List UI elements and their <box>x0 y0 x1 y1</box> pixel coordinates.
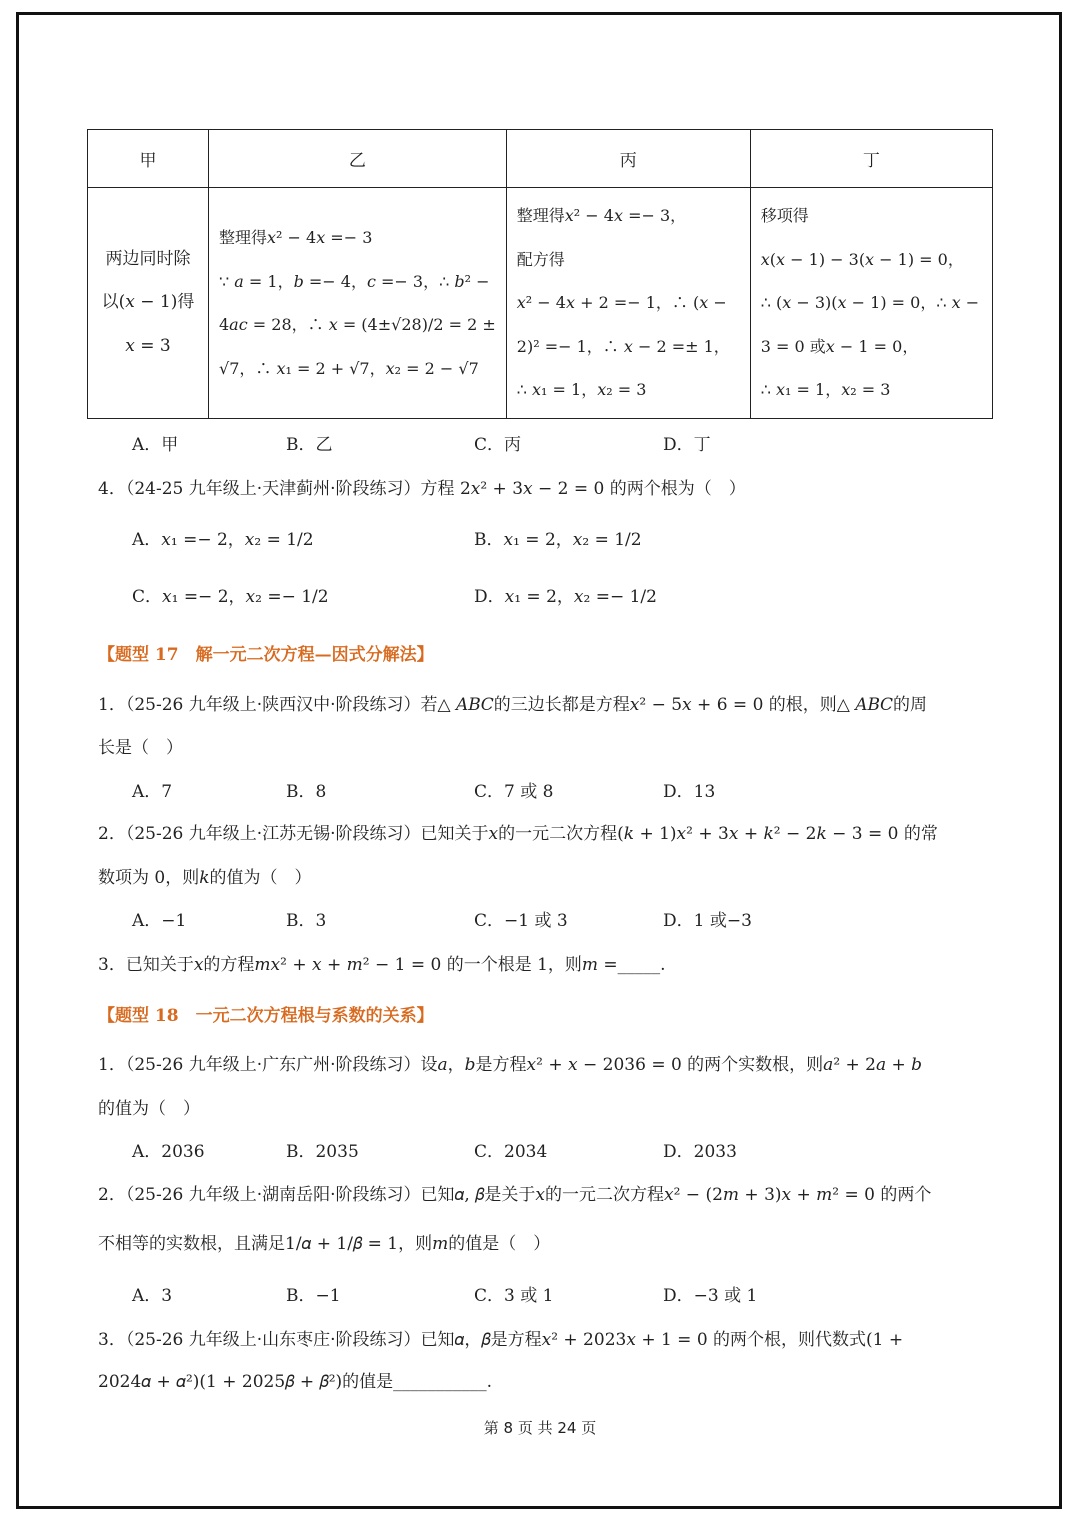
cell-bing <box>506 188 750 419</box>
ding-line: 3 = 0 或𝑥 − 1 = 0， <box>760 336 919 356</box>
s17-q2-option-b[interactable]: B．3 <box>286 911 327 931</box>
ding-line: ∴ 𝑥₁ = 1，𝑥₂ = 3 <box>760 380 891 400</box>
s17-q2-line2: 数项为 0，则𝑘的值为（ ） <box>98 868 312 888</box>
s18-q3-line1: 3．（25-26 九年级上·山东枣庄·阶段练习）已知𝛼，𝛽是方程𝑥² + 2023𝑥 + 1 = 0 的两个根，则代数式(1 + <box>98 1330 904 1350</box>
s17-q1-option-c[interactable]: C．7 或 8 <box>474 782 554 802</box>
ding-line: 移项得 <box>760 206 809 226</box>
page-footer: 第 8 页 共 24 页 <box>483 1419 597 1437</box>
s18-q2-option-c[interactable]: C．3 或 1 <box>474 1286 554 1306</box>
q4-option-b[interactable]: B．𝑥₁ = 2，𝑥₂ = 1/2 <box>474 530 642 550</box>
q4-stem: 4．（24-25 九年级上·天津蓟州·阶段练习）方程 2𝑥² + 3𝑥 − 2 = 0 的两个根为（ ） <box>98 479 746 499</box>
option-b[interactable]: B．乙 <box>286 435 333 455</box>
option-d[interactable]: D．丁 <box>663 435 711 455</box>
bing-line: 配方得 <box>516 249 565 269</box>
s18-q2-option-a[interactable]: A．3 <box>132 1286 173 1306</box>
s18-q1-line2: 的值为（ ） <box>98 1099 200 1119</box>
yi-line: √7，∴ 𝑥₁ = 2 + √7，𝑥₂ = 2 − √7 <box>219 358 479 378</box>
jia-line: 以(𝑥 − 1)得 <box>101 292 195 313</box>
s17-q1-line1: 1．（25-26 九年级上·陕西汉中·阶段练习）若△ 𝐴𝐵𝐶的三边长都是方程𝑥² − 5𝑥 + 6 = 0 的根，则△ 𝐴𝐵𝐶的周 <box>98 695 928 715</box>
jia-line: 两边同时除 <box>105 248 191 269</box>
s17-q2-line1: 2．（25-26 九年级上·江苏无锡·阶段练习）已知关于𝑥的一元二次方程(𝑘 + 1)𝑥² + 3𝑥 + 𝑘² − 2𝑘 − 3 = 0 的常 <box>98 824 938 844</box>
s18-q2-line2: 不相等的实数根，且满足1/𝛼 + 1/𝛽 = 1，则𝑚的值是（ ） <box>98 1234 551 1254</box>
yi-line: 整理得𝑥² − 4𝑥 =− 3 <box>219 228 373 247</box>
section-17-heading: 【题型 17 解一元二次方程—因式分解法】 <box>98 645 434 665</box>
s18-q3-line2: 2024𝛼 + 𝛼²)(1 + 2025𝛽 + 𝛽²)的值是___________. <box>98 1372 493 1392</box>
s17-q1-option-b[interactable]: B．8 <box>286 782 327 802</box>
header-yi: 乙 <box>209 130 507 188</box>
yi-line: 4𝑎𝑐 = 28，∴ 𝑥 = (4±√28)/2 = 2 ± <box>219 315 496 334</box>
s18-q2-option-b[interactable]: B．−1 <box>286 1286 341 1306</box>
bing-line: ∴ 𝑥₁ = 1，𝑥₂ = 3 <box>516 380 647 400</box>
s18-q1-option-b[interactable]: B．2035 <box>286 1142 359 1162</box>
bing-line: 𝑥² − 4𝑥 + 2 =− 1，∴ (𝑥 − <box>516 293 727 313</box>
s17-q2-option-d[interactable]: D．1 或−3 <box>663 911 752 931</box>
s17-q2-option-a[interactable]: A．−1 <box>132 911 187 931</box>
s18-q1-option-d[interactable]: D．2033 <box>663 1142 737 1162</box>
q4-option-d[interactable]: D．𝑥₁ = 2，𝑥₂ =− 1/2 <box>474 587 657 607</box>
header-ding: 丁 <box>750 130 992 188</box>
ding-line: 𝑥(𝑥 − 1) − 3(𝑥 − 1) = 0， <box>760 249 964 269</box>
s18-q1-line1: 1．（25-26 九年级上·广东广州·阶段练习）设𝑎，𝑏是方程𝑥² + 𝑥 − 2036 = 0 的两个实数根，则𝑎² + 2𝑎 + 𝑏 <box>98 1055 923 1075</box>
cell-ding <box>750 188 992 419</box>
table-header-row <box>88 130 993 188</box>
header-jia: 甲 <box>88 130 209 188</box>
s17-q1-line2: 长是（ ） <box>98 738 183 758</box>
q4-option-c[interactable]: C．𝑥₁ =− 2，𝑥₂ =− 1/2 <box>132 587 329 607</box>
yi-line: ∵ 𝑎 = 1，𝑏 =− 4，𝑐 =− 3，∴ 𝑏² − <box>219 271 490 291</box>
q4-option-a[interactable]: A．𝑥₁ =− 2，𝑥₂ = 1/2 <box>132 530 314 550</box>
jia-line: 𝑥 = 3 <box>125 335 171 356</box>
ding-line: ∴ (𝑥 − 3)(𝑥 − 1) = 0，∴ 𝑥 − <box>760 293 980 313</box>
cell-yi <box>209 188 507 419</box>
cell-jia <box>88 188 209 419</box>
s17-q1-option-d[interactable]: D．13 <box>663 782 716 802</box>
header-bing: 丙 <box>506 130 750 188</box>
option-c[interactable]: C．丙 <box>474 435 522 455</box>
option-a[interactable]: A．甲 <box>132 435 179 455</box>
bing-line: 整理得𝑥² − 4𝑥 =− 3， <box>516 206 687 226</box>
solutions-table <box>87 129 993 419</box>
s17-q2-option-c[interactable]: C．−1 或 3 <box>474 911 568 931</box>
s18-q2-option-d[interactable]: D．−3 或 1 <box>663 1286 758 1306</box>
section-18-heading: 【题型 18 一元二次方程根与系数的关系】 <box>98 1006 434 1026</box>
table-body-row <box>88 188 993 419</box>
s18-q2-line1: 2．（25-26 九年级上·湖南岳阳·阶段练习）已知𝛼, 𝛽是关于𝑥的一元二次方程𝑥² − (2𝑚 + 3)𝑥 + 𝑚² = 0 的两个 <box>98 1185 932 1205</box>
s18-q1-option-a[interactable]: A．2036 <box>132 1142 205 1162</box>
s18-q1-option-c[interactable]: C．2034 <box>474 1142 548 1162</box>
s17-q3-line1: 3．已知关于𝑥的方程𝑚𝑥² + 𝑥 + 𝑚² − 1 = 0 的一个根是 1，则𝑚 =_____. <box>98 955 666 975</box>
s17-q1-option-a[interactable]: A．7 <box>132 782 173 802</box>
bing-line: 2)² =− 1，∴ 𝑥 − 2 =± 1， <box>516 336 730 356</box>
